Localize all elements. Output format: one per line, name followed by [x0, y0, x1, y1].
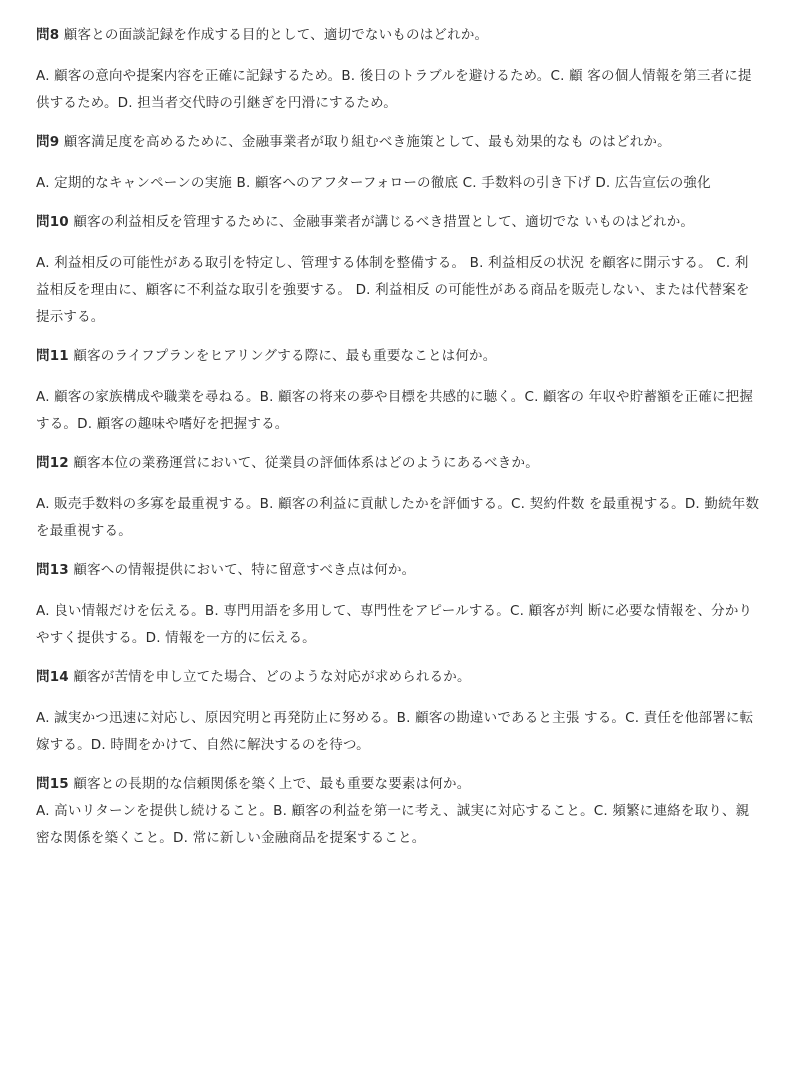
- question-10: [36, 209, 762, 236]
- question-14: [36, 664, 762, 691]
- question-text: 顧客との長期的な信頼関係を築く上で、最も重要な要素は何か。: [68, 776, 471, 792]
- question-number: 問8: [36, 27, 60, 43]
- question-8: [36, 22, 762, 49]
- question-number: 問11: [36, 348, 69, 364]
- answer-choices-11: A. 顧客の家族構成や職業を尋ねる。B. 顧客の将来の夢や目標を共感的に聴く。C. 顧客の 年収や貯蓄額を正確に把握する。D. 顧客の趣味や嗜好を把握する。: [36, 389, 754, 432]
- question-11: [36, 343, 762, 370]
- answer-choices-9: A. 定期的なキャンペーンの実施 B. 顧客へのアフターフォローの徹底 C. 手数料の引き下げ D. 広告宣伝の強化: [36, 175, 711, 191]
- question-12: [36, 450, 762, 477]
- answer-choices-12: A. 販売手数料の多寡を最重視する。B. 顧客の利益に貢献したかを評価する。C. 契約件数 を最重視する。D. 勤続年数を最重視する。: [36, 496, 760, 539]
- question-text: 顧客への情報提供において、特に留意すべき点は何か。: [68, 562, 416, 578]
- question-number: 問9: [36, 134, 60, 150]
- question-text: 顧客との面談記録を作成する目的として、適切でないものはどれか。: [59, 27, 489, 43]
- question-13: [36, 557, 762, 584]
- question-number: 問15: [36, 776, 69, 792]
- answer-choices-10: A. 利益相反の可能性がある取引を特定し、管理する体制を整備する。 B. 利益相反の状況 を顧客に開示する。 C. 利益相反を理由に、顧客に不利益な取引を強要する。 D. 利益相反 の可能性がある商品を販売しない、または代替案を提示する。: [36, 255, 750, 325]
- question-text: 顧客満足度を高めるために、金融事業者が取り組むべき施策として、最も効果的なも のはどれか。: [59, 134, 671, 150]
- question-text: 顧客本位の業務運営において、従業員の評価体系はどのようにあるべきか。: [68, 455, 539, 471]
- question-9: [36, 129, 762, 156]
- question-number: 問10: [36, 214, 69, 230]
- question-text: 顧客が苦情を申し立てた場合、どのような対応が求められるか。: [68, 669, 471, 685]
- question-text: 顧客のライフプランをヒアリングする際に、最も重要なことは何か。: [68, 348, 497, 364]
- question-text: 顧客の利益相反を管理するために、金融事業者が講じるべき措置として、適切でな いものはどれか。: [68, 214, 695, 230]
- answer-choices-13: A. 良い情報だけを伝える。B. 専門用語を多用して、専門性をアピールする。C. 顧客が判 断に必要な情報を、分かりやすく提供する。D. 情報を一方的に伝える。: [36, 603, 753, 646]
- question-number: 問13: [36, 562, 69, 578]
- answer-choices-15: A. 高いリターンを提供し続けること。B. 顧客の利益を第一に考え、誠実に対応すること。C. 頻繁に連絡を取り、親密な関係を築くこと。D. 常に新しい金融商品を提案すること。: [36, 803, 750, 846]
- question-15: [36, 771, 762, 798]
- question-number: 問14: [36, 669, 69, 685]
- answer-choices-14: A. 誠実かつ迅速に対応し、原因究明と再発防止に努める。B. 顧客の勘違いであると主張 する。C. 責任を他部署に転嫁する。D. 時間をかけて、自然に解決するのを待つ。: [36, 710, 754, 753]
- answer-choices-8: A. 顧客の意向や提案内容を正確に記録するため。B. 後日のトラブルを避けるため。C. 顧 客の個人情報を第三者に提供するため。D. 担当者交代時の引継ぎを円滑にするため。: [36, 68, 752, 111]
- question-number: 問12: [36, 455, 69, 471]
